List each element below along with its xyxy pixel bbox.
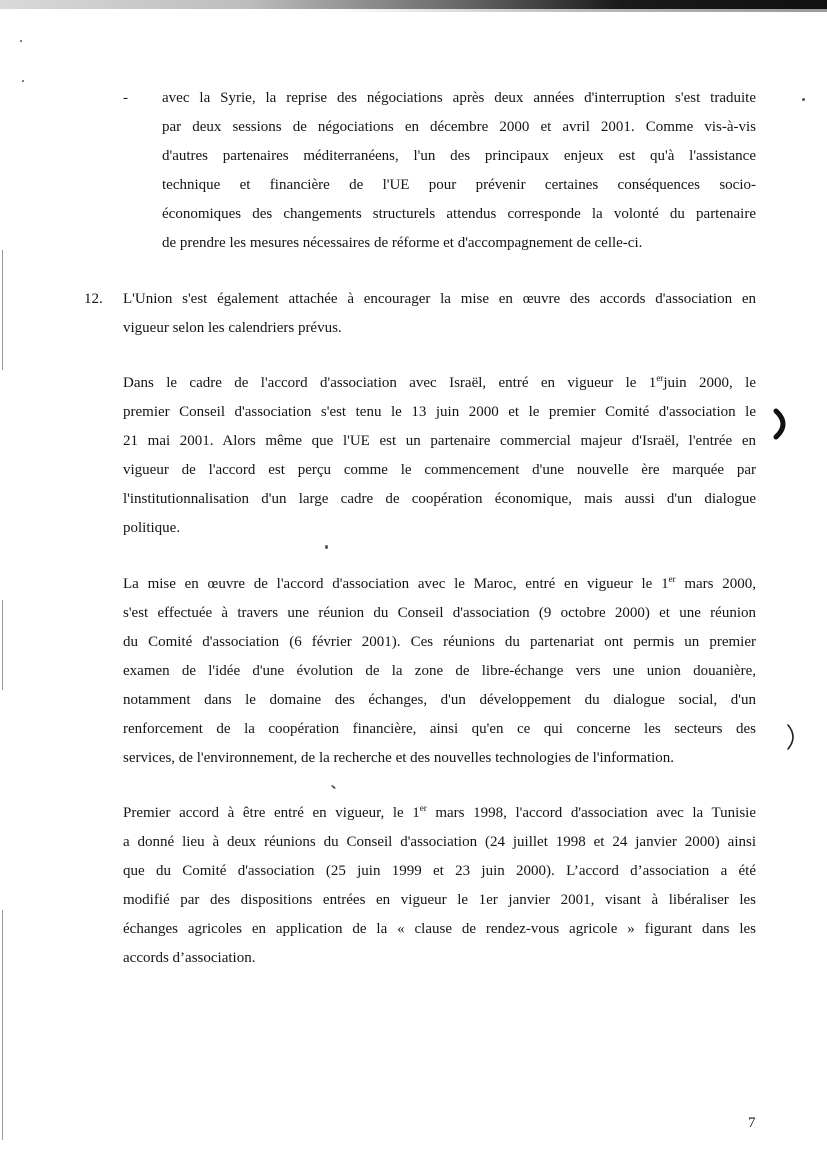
text-line: renforcement de la coopération financière, ainsi qu'en ce qui concerne les secteurs des (123, 721, 756, 737)
text-line-rest: mars 2000, (675, 576, 756, 592)
text-line: que du Comité d'association (25 juin 1999 et 23 juin 2000). L’accord d’association a été (123, 863, 756, 879)
superscript-ordinal: er (656, 373, 664, 383)
text-line: de prendre les mesures nécessaires de réforme et d'accompagnement de celle-ci. (162, 235, 643, 251)
text-line: technique et financière de l'UE pour prévenir certaines conséquences socio- (162, 177, 756, 193)
superscript-ordinal: er (668, 574, 676, 584)
bullet-syria-paragraph (162, 84, 756, 258)
text-line: Premier accord à être entré en vigueur, le 1er mars 1998, l'accord d'association avec la Tunisie (123, 803, 756, 821)
text-line: notamment dans le domaine des échanges, d'un développement du dialogue social, d'un (123, 692, 756, 708)
margin-bracket-mark (772, 408, 794, 440)
paragraph-maroc (123, 570, 756, 773)
text-line: premier Conseil d'association s'est tenu le 13 juin 2000 et le premier Comité d'association le (123, 404, 756, 420)
text-line: La mise en œuvre de l'accord d'association avec le Maroc, entré en vigueur le 1er mars 2000, (123, 574, 756, 592)
scan-speck (20, 40, 22, 42)
paragraph-israel (123, 369, 756, 543)
text-line: politique. (123, 520, 181, 536)
text-line: échanges agricoles en application de la « clause de rendez-vous agricole » figurant dans les (123, 921, 756, 937)
page-number: 7 (748, 1115, 756, 1131)
paragraph-number: 12. (84, 291, 103, 307)
scan-speck (325, 545, 328, 549)
scan-speck (22, 80, 24, 82)
text-line: par deux sessions de négociations en décembre 2000 et avril 2001. Comme vis-à-vis (162, 119, 756, 135)
text-line: du Comité d'association (6 février 2001). Ces réunions du partenariat ont permis un premier (123, 634, 756, 650)
scan-margin-line (2, 910, 3, 1140)
margin-bracket-mark (784, 722, 802, 752)
text-line: a donné lieu à deux réunions du Conseil d'association (24 juillet 1998 et 24 janvier 2000) ainsi (123, 834, 756, 850)
text-line: économiques des changements structurels attendus corresponde la volonté du partenaire (162, 206, 756, 222)
text-line: accords d’association. (123, 950, 256, 966)
scan-speck (331, 785, 336, 790)
paragraph-12 (123, 285, 756, 343)
scan-margin-line (2, 250, 3, 370)
bullet-marker: - (123, 90, 128, 106)
text-line: modifié par des dispositions entrées en vigueur le 1er janvier 2001, visant à libéraliser les (123, 892, 756, 908)
superscript-ordinal: er (419, 803, 427, 813)
text-line-rest: juin 2000, le (663, 375, 756, 391)
text-line: 21 mai 2001. Alors même que l'UE est un partenaire commercial majeur d'Israël, l'entrée en (123, 433, 756, 449)
scan-edge-top (0, 0, 827, 9)
text-line: vigueur selon les calendriers prévus. (123, 320, 342, 336)
scan-speck (802, 98, 805, 101)
text-line: s'est effectuée à travers une réunion du Conseil d'association (9 octobre 2000) et une réunion (123, 605, 756, 621)
paragraph-tunisie (123, 799, 756, 973)
text-line: examen de l'idée d'une évolution de la zone de libre-échange vers une union douanière, (123, 663, 756, 679)
text-line: Dans le cadre de l'accord d'association avec Israël, entré en vigueur le 1erjuin 2000, le (123, 373, 756, 391)
text-line: avec la Syrie, la reprise des négociations après deux années d'interruption s'est traduite (162, 90, 756, 106)
text-line: d'autres partenaires méditerranéens, l'un des principaux enjeux est qu'à l'assistance (162, 148, 756, 164)
text-line-rest: mars 1998, l'accord d'association avec la Tunisie (426, 805, 756, 821)
text-line: services, de l'environnement, de la recherche et des nouvelles technologies de l'information. (123, 750, 675, 766)
text-line: vigueur de l'accord est perçu comme le commencement d'une nouvelle ère marquée par (123, 462, 756, 478)
scan-margin-line (2, 600, 3, 690)
text-line: l'institutionnalisation d'un large cadre de coopération économique, mais aussi d'un dialogue (123, 491, 756, 507)
text-line: L'Union s'est également attachée à encourager la mise en œuvre des accords d'association en (123, 291, 756, 307)
